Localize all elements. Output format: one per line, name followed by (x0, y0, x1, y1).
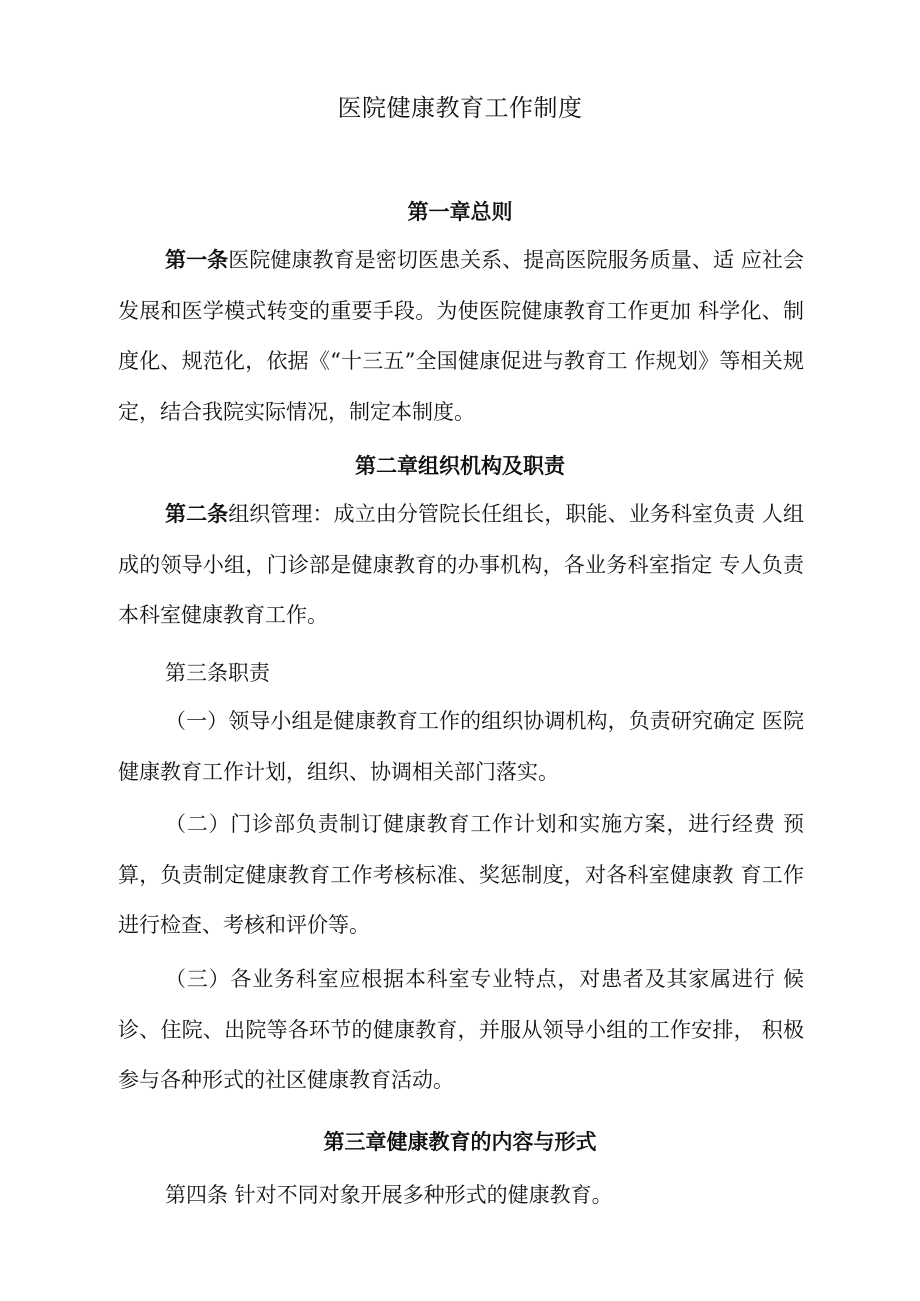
chapter-1-heading: 第一章总则 (407, 199, 513, 224)
article-3-heading: 第三条职责 (165, 661, 270, 685)
article-2-paragraph (118, 489, 804, 641)
article-4-text: 第四条 针对不同对象开展多种形式的健康教育。 (165, 1183, 613, 1207)
article-1-text: 医院健康教育是密切医患关系、提高医院服务质量、适 应社会发展和医学模式转变的重要手段。为使医院健康教育工作更加 科学化、制度化、规范化，依据《“十三五”全国健康促进与教育工 作规划》等相关规定，结合我院实际情况，制定本制度。 (118, 248, 804, 424)
duty-item-2: （二）门诊部负责制订健康教育工作计划和实施方案，进行经费 预算，负责制定健康教育工作考核标准、奖惩制度，对各科室健康教 育工作进行检查、考核和评价等。 (118, 812, 804, 937)
chapter-3-heading: 第三章健康教育的内容与形式 (323, 1129, 597, 1154)
article-1-paragraph (118, 235, 804, 437)
duty-item-1: （一）领导小组是健康教育工作的组织协调机构，负责研究确定 医院健康教育工作计划，组织、协调相关部门落实。 (118, 709, 804, 784)
chapter-2-heading: 第二章组织机构及职责 (355, 453, 565, 478)
document-title: 医院健康教育工作制度 (337, 94, 583, 122)
article-2-text: 组织管理：成立由分管院长任组长，职能、业务科室负责 人组成的领导小组，门诊部是健康教育的办事机构，各业务科室指定 专人负责本科室健康教育工作。 (118, 502, 804, 627)
duty-item-3: （三）各业务科室应根据本科室专业特点，对患者及其家属进行 候诊、住院、出院等各环节的健康教育，并服从领导小组的工作安排， 积极参与各种形式的社区健康教育活动。 (118, 967, 804, 1092)
article-1-label: 第一条 (165, 247, 229, 272)
article-2-label: 第二条 (165, 501, 229, 526)
